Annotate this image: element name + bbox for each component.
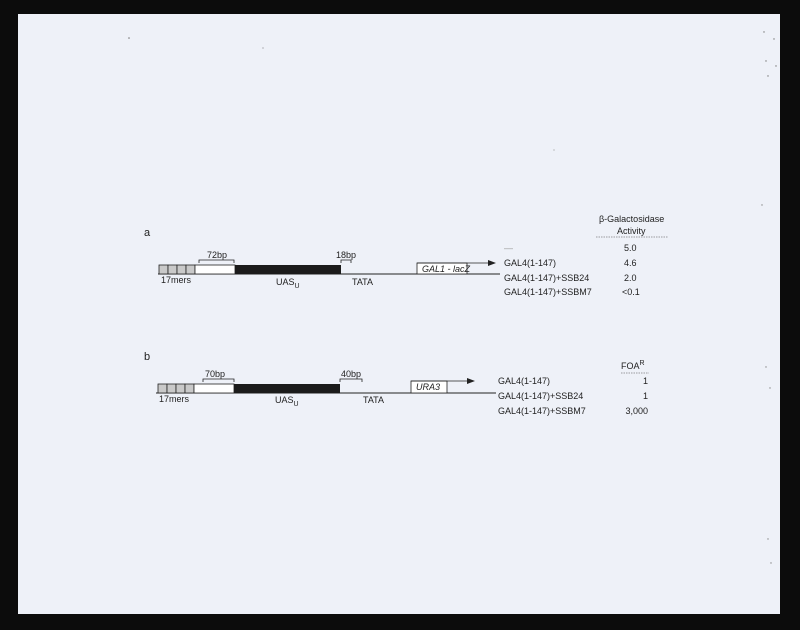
panel-a-row-label: — [504,243,513,253]
paper-sheet [18,14,780,614]
panel-b-row-label: GAL4(1-147)+SSBM7 [498,406,586,416]
panel-a-letter: a [144,227,151,239]
panel-a-uas-label: $UAS_U$ [276,277,300,290]
panel-a-row-label: GAL4(1-147) [504,258,557,268]
panel-b-row-value: 1 [642,376,648,386]
panel-b-arrowhead [467,378,475,384]
panel-b-letter: b [144,351,151,363]
panel-a-row-value: <0.1 [622,287,640,297]
panel-b-spacer-right-label: 40bp [341,369,362,379]
panel-b-uas-bar [234,384,340,393]
panel-a-tata-label: TATA [352,277,373,287]
panel-a-spacer-left-label: 72bp [207,250,228,260]
panel-b-40bp-bracket [340,379,362,382]
panel-b-spacer-box [194,384,234,393]
panel-a-row-value: 4.6 [624,258,637,268]
panel-b-construct-diagram [18,14,780,614]
panel-b-uas-label: $UAS_U$ [275,395,299,408]
panel-a-row-value: 5.0 [624,243,637,253]
panel-a-row-label: GAL4(1-147)+SSB24 [504,273,590,283]
panel-b-tata-label: TATA [363,395,384,405]
panel-a-17mers-label: 17mers [161,275,192,285]
panel-b-table-header: $FOA^R$ [621,360,645,371]
panel-b-spacer-left-label: 70bp [205,369,226,379]
panel-b-17mers-label: 17mers [159,394,190,404]
panel-b-row-value: 1 [642,391,648,401]
panel-b-row-label: GAL4(1-147) [498,376,551,386]
panel-b-row-value: 3,000 [625,406,648,416]
panel-a-row-label: GAL4(1-147)+SSBM7 [504,287,592,297]
panel-a-reporter-label: GAL1 - lacZ [422,264,471,274]
panel-a-table-header-2: Activity [617,226,646,236]
panel-a-spacer-right-label: 18bp [336,250,357,260]
panel-b-17mer-boxes [158,384,194,393]
panel-a-table-header-1: β-Galactosidase [599,214,665,224]
panel-a-row-value: 2.0 [624,273,637,283]
panel-b-70bp-bracket [203,379,234,382]
panel-b-row-label: GAL4(1-147)+SSB24 [498,391,584,401]
panel-b-reporter-label: URA3 [416,382,441,392]
